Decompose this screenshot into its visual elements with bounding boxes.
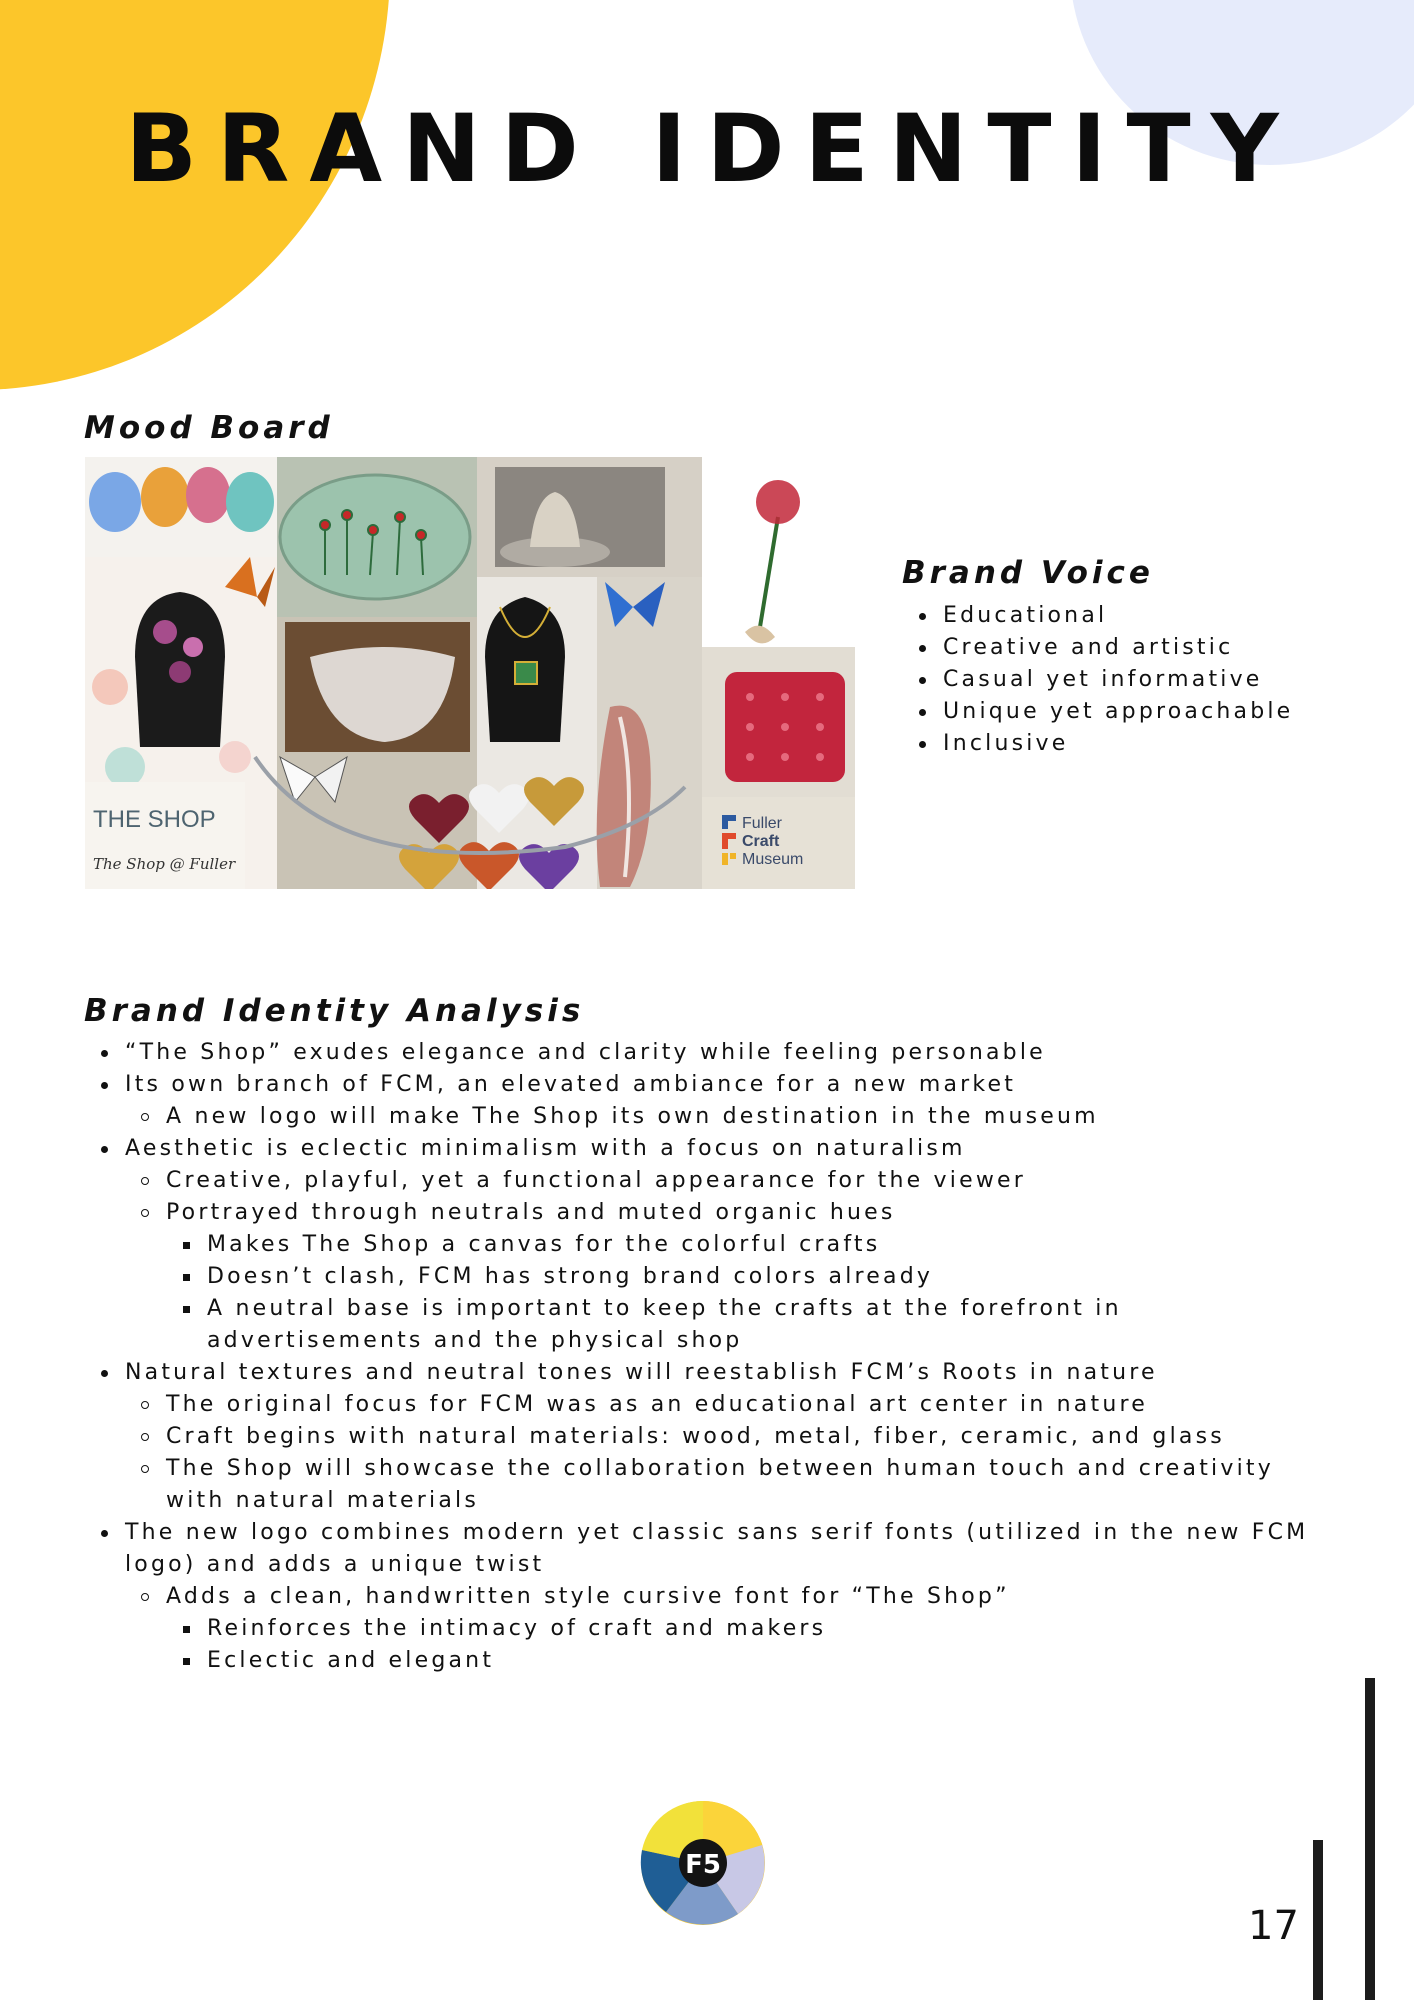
analysis-item-level-3 bbox=[95, 1613, 1325, 1645]
analysis-item-text: The new logo combines modern yet classic sans serif fonts (utilized in the new FCM logo) and adds a unique twist bbox=[125, 1520, 1309, 1577]
bullet-disc-icon bbox=[919, 741, 926, 748]
bullet-disc-icon bbox=[101, 1530, 108, 1537]
analysis-item-text: Doesn’t clash, FCM has strong brand colors already bbox=[207, 1264, 934, 1289]
analysis-item-level-3 bbox=[95, 1229, 1325, 1261]
bullet-disc-icon bbox=[919, 677, 926, 684]
analysis-item-level-2 bbox=[95, 1197, 1325, 1229]
bullet-circle-icon bbox=[141, 1177, 149, 1185]
analysis-item-text: Makes The Shop a canvas for the colorful crafts bbox=[207, 1232, 881, 1257]
bullet-circle-icon bbox=[141, 1209, 149, 1217]
analysis-item-level-2 bbox=[95, 1453, 1325, 1517]
f5-logo bbox=[638, 1798, 768, 1928]
mood-board-heading: Mood Board bbox=[84, 410, 334, 446]
analysis-item-text: The original focus for FCM was as an educational art center in nature bbox=[166, 1392, 1148, 1417]
bullet-circle-icon bbox=[141, 1465, 149, 1473]
analysis-item-level-1 bbox=[95, 1069, 1325, 1101]
analysis-item-level-2 bbox=[95, 1421, 1325, 1453]
the-shop-script-text: The Shop @ Fuller bbox=[93, 855, 236, 873]
analysis-item-level-3 bbox=[95, 1261, 1325, 1293]
analysis-item-text: Natural textures and neutral tones will reestablish FCM’s Roots in nature bbox=[125, 1360, 1158, 1385]
bullet-square-icon bbox=[183, 1306, 190, 1313]
analysis-item-text: “The Shop” exudes elegance and clarity while feeling personable bbox=[125, 1040, 1046, 1065]
brand-voice-item-text: Unique yet approachable bbox=[943, 699, 1294, 724]
analysis-item-level-3 bbox=[95, 1293, 1325, 1357]
bullet-square-icon bbox=[183, 1658, 190, 1665]
brand-voice-item-text: Creative and artistic bbox=[943, 635, 1234, 660]
analysis-list bbox=[95, 1037, 1325, 1677]
decorative-bar-tall bbox=[1365, 1678, 1375, 2000]
analysis-item-text: Reinforces the intimacy of craft and makers bbox=[207, 1616, 827, 1641]
bullet-square-icon bbox=[183, 1626, 190, 1633]
analysis-item-level-2 bbox=[95, 1389, 1325, 1421]
analysis-item-text: A neutral base is important to keep the crafts at the forefront in advertisements and the physical shop bbox=[207, 1296, 1122, 1353]
analysis-item-level-2 bbox=[95, 1581, 1325, 1613]
brand-voice-item bbox=[915, 632, 1395, 664]
museum-logo-line-1: Fuller bbox=[742, 815, 783, 832]
analysis-item-text: Aesthetic is eclectic minimalism with a focus on naturalism bbox=[125, 1136, 966, 1161]
page-number: 17 bbox=[1248, 1903, 1299, 1949]
museum-logo-line-3: Museum bbox=[742, 851, 804, 868]
bullet-disc-icon bbox=[919, 613, 926, 620]
analysis-item-level-1 bbox=[95, 1357, 1325, 1389]
brand-voice-item bbox=[915, 696, 1395, 728]
bullet-circle-icon bbox=[141, 1113, 149, 1121]
analysis-item-level-2 bbox=[95, 1101, 1325, 1133]
brand-voice-item bbox=[915, 728, 1395, 760]
analysis-heading: Brand Identity Analysis bbox=[84, 993, 585, 1029]
analysis-item-text: Eclectic and elegant bbox=[207, 1648, 495, 1673]
analysis-item-level-2 bbox=[95, 1165, 1325, 1197]
bullet-square-icon bbox=[183, 1242, 190, 1249]
brand-voice-list bbox=[915, 600, 1395, 760]
bullet-disc-icon bbox=[101, 1146, 108, 1153]
analysis-item-level-1 bbox=[95, 1133, 1325, 1165]
bullet-circle-icon bbox=[141, 1433, 149, 1441]
analysis-item-text: Its own branch of FCM, an elevated ambiance for a new market bbox=[125, 1072, 1017, 1097]
bullet-square-icon bbox=[183, 1274, 190, 1281]
analysis-item-text: Adds a clean, handwritten style cursive font for “The Shop” bbox=[166, 1584, 1010, 1609]
analysis-item-text: A new logo will make The Shop its own destination in the museum bbox=[166, 1104, 1099, 1129]
analysis-item-level-1 bbox=[95, 1517, 1325, 1581]
brand-voice-heading: Brand Voice bbox=[902, 555, 1154, 591]
decorative-bar-short bbox=[1313, 1840, 1323, 2000]
bullet-disc-icon bbox=[101, 1082, 108, 1089]
analysis-item-text: Creative, playful, yet a functional appearance for the viewer bbox=[166, 1168, 1026, 1193]
analysis-item-text: The Shop will showcase the collaboration between human touch and creativity with natural materials bbox=[166, 1456, 1274, 1513]
brand-voice-item-text: Inclusive bbox=[943, 731, 1069, 756]
page-title: BRAND IDENTITY bbox=[125, 95, 1299, 204]
analysis-item-level-1 bbox=[95, 1037, 1325, 1069]
bullet-disc-icon bbox=[101, 1050, 108, 1057]
f5-logo-text: F5 bbox=[685, 1850, 721, 1880]
bullet-disc-icon bbox=[919, 709, 926, 716]
bullet-circle-icon bbox=[141, 1401, 149, 1409]
museum-logo-line-2: Craft bbox=[742, 833, 780, 850]
mood-board-collage bbox=[85, 457, 855, 889]
analysis-item-text: Portrayed through neutrals and muted organic hues bbox=[166, 1200, 896, 1225]
analysis-item-level-3 bbox=[95, 1645, 1325, 1677]
brand-voice-item-text: Casual yet informative bbox=[943, 667, 1263, 692]
analysis-item-text: Craft begins with natural materials: wood, metal, fiber, ceramic, and glass bbox=[166, 1424, 1225, 1449]
bullet-disc-icon bbox=[101, 1370, 108, 1377]
the-shop-sign-text: THE SHOP bbox=[93, 806, 216, 833]
brand-voice-item bbox=[915, 600, 1395, 632]
brand-voice-item-text: Educational bbox=[943, 603, 1108, 628]
bullet-disc-icon bbox=[919, 645, 926, 652]
brand-voice-item bbox=[915, 664, 1395, 696]
bullet-circle-icon bbox=[141, 1593, 149, 1601]
